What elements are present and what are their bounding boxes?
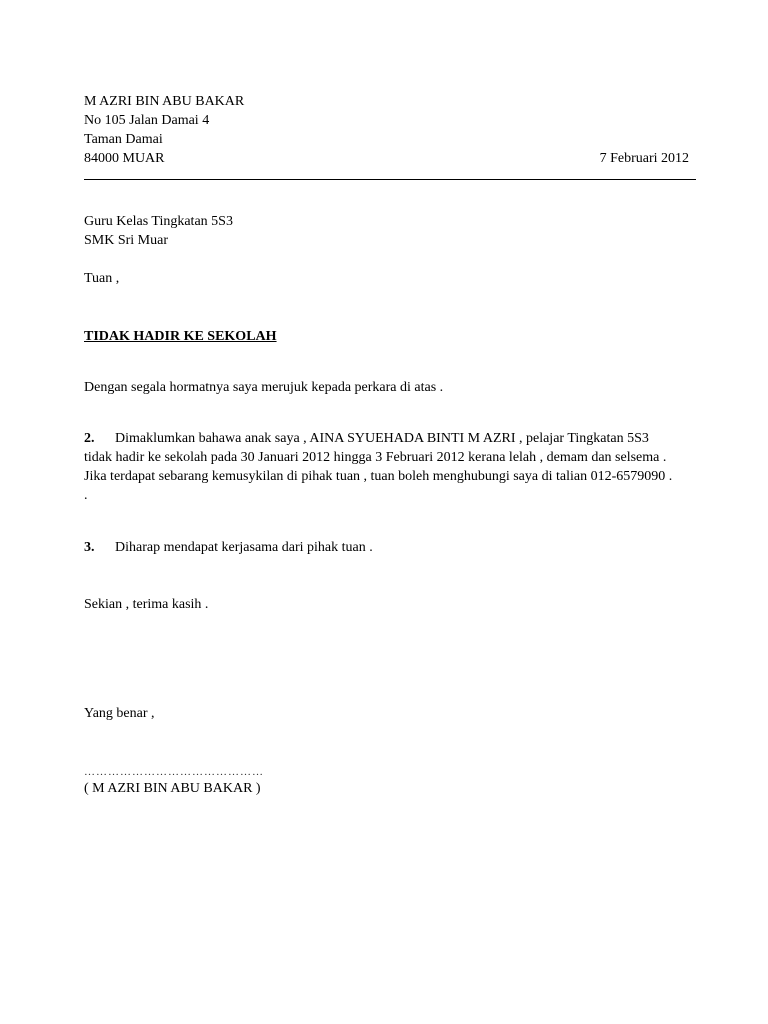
signature-name: ( M AZRI BIN ABU BAKAR ): [84, 781, 261, 796]
closing-line: Sekian , terima kasih .: [84, 597, 209, 612]
sender-name: M AZRI BIN ABU BAKAR: [84, 94, 245, 109]
paragraph-2-line2: tidak hadir ke sekolah pada 30 Januari 2012 hingga 3 Februari 2012 kerana lelah , demam dan selsema .: [84, 450, 667, 465]
paragraph-3-number: 3.: [84, 540, 95, 555]
paragraph-2-line3: Jika terdapat sebarang kemusykilan di pihak tuan , tuan boleh menghubungi saya di talian 012-6579090 .: [84, 469, 673, 484]
opening-paragraph: Dengan segala hormatnya saya merujuk kepada perkara di atas .: [84, 380, 444, 395]
recipient-line2: SMK Sri Muar: [84, 233, 169, 248]
signature-line: ………………………………………: [84, 766, 264, 778]
paragraph-3: [84, 538, 373, 557]
letter-date: 7 Februari 2012: [599, 151, 689, 166]
paragraph-2-line1: [84, 429, 649, 448]
subject-heading: TIDAK HADIR KE SEKOLAH: [84, 329, 277, 344]
sender-address-line2: Taman Damai: [84, 132, 163, 147]
sender-address-line1: No 105 Jalan Damai 4: [84, 113, 210, 128]
sender-address-line3: 84000 MUAR: [84, 151, 165, 166]
recipient-line1: Guru Kelas Tingkatan 5S3: [84, 214, 233, 229]
header-divider: [84, 179, 696, 180]
paragraph-2-text: Dimaklumkan bahawa anak saya , AINA SYUEHADA BINTI M AZRI , pelajar Tingkatan 5S3: [115, 431, 649, 446]
paragraph-2-number: 2.: [84, 431, 95, 446]
salutation: Tuan ,: [84, 271, 120, 286]
paragraph-2-line4: .: [84, 488, 88, 503]
paragraph-3-text: Diharap mendapat kerjasama dari pihak tuan .: [115, 540, 373, 555]
sign-off: Yang benar ,: [84, 706, 155, 721]
